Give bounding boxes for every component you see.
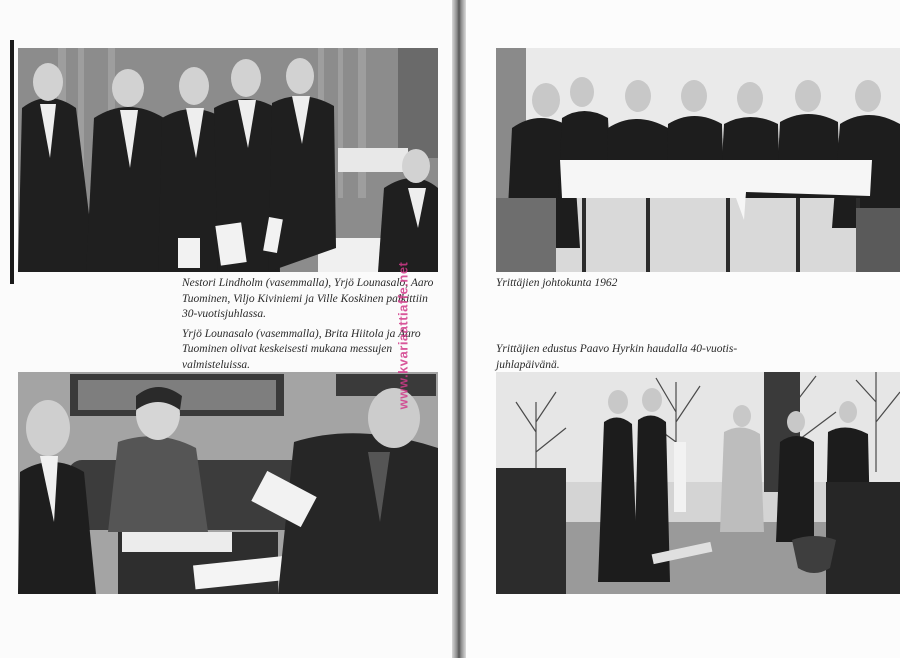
caption-board-block: [496, 276, 796, 296]
caption-award-group: Nestori Lindholm (vasemmalla), Yrjö Lounasalo, Aaro Tuominen, Viljo Kiviniemi ja Ville Koskinen palkittiin 30-vuotisjuhlassa.: [182, 277, 434, 320]
watermark-text: www.kvariaattiaffe.net: [395, 261, 411, 409]
caption-board-1962: Yrittäjien johtokunta 1962: [496, 277, 618, 289]
watermark: [388, 250, 418, 420]
photo-award-group: [18, 48, 438, 272]
caption-fair-preparation: Yrjö Lounasalo (vasemmalla), Brita Hiitola ja Aaro Tuominen olivat keskeisesti mukana messujen valmisteluissa.: [182, 327, 421, 371]
photo-fair-meeting: [18, 372, 438, 594]
book-gutter: [452, 0, 466, 658]
right-page: [466, 0, 900, 658]
photo-grave-visit: [496, 372, 900, 594]
caption-grave-visit: Yrittäjien edustus Paavo Hyrkin haudalla 40-vuotis-juhlapäivänä.: [496, 343, 738, 371]
page-edge-mark: [10, 40, 14, 284]
photo-board-1962: [496, 48, 900, 272]
